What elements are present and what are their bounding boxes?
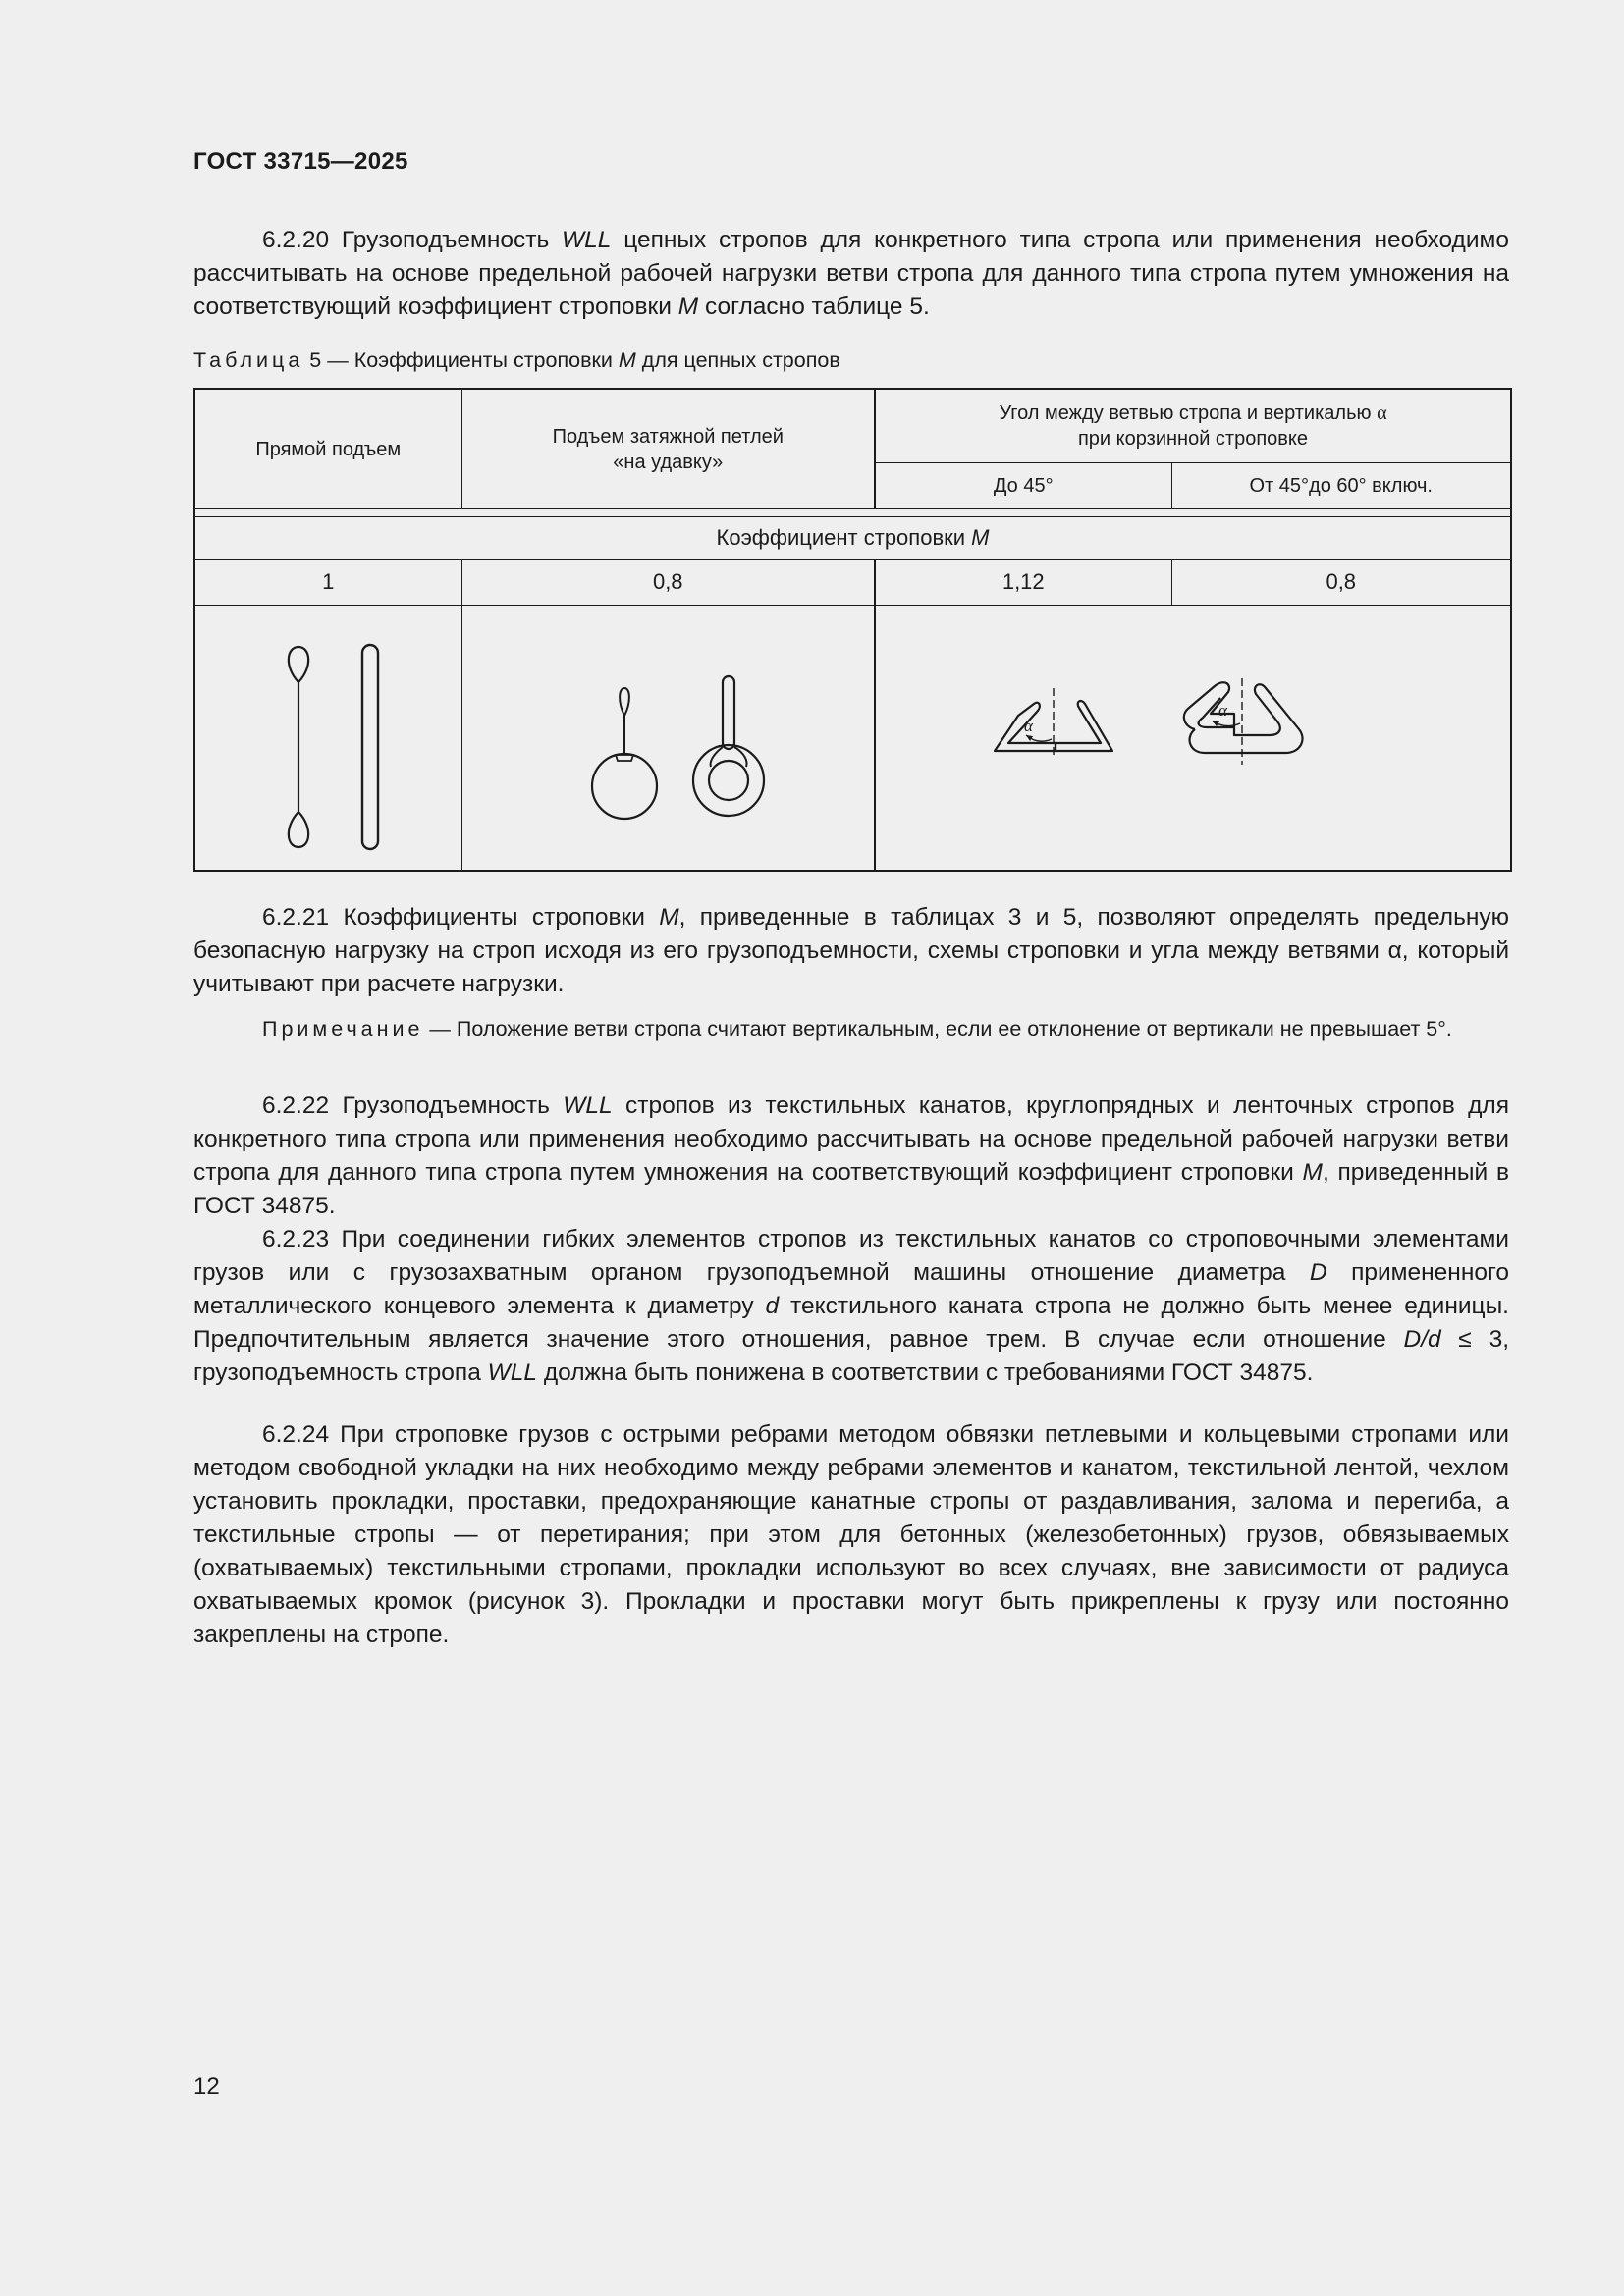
text-run-italic: M — [618, 348, 636, 372]
text-run-italic: M — [659, 904, 679, 931]
text-run: «на удавку» — [613, 451, 724, 473]
text-run: 5 — Коэффициенты строповки — [303, 348, 619, 372]
document-header: ГОСТ 33715—2025 — [193, 148, 408, 175]
text-run: для цепных стропов — [635, 348, 840, 372]
figure-direct-lift — [194, 605, 461, 871]
coefficient-label — [194, 516, 1511, 559]
table-separator-row — [194, 509, 1511, 516]
text-run: примененного металлического концевого элемента к диаметру — [193, 1259, 1509, 1319]
text-run-italic: M — [1302, 1159, 1323, 1186]
text-run: текстильного каната стропа не должно быть менее единицы. Предпочтительным является значение этого отношения, равное трем. В случае если отношение — [193, 1293, 1509, 1353]
text-run-italic: d — [765, 1293, 780, 1319]
text-run: при корзинной строповке — [1077, 428, 1309, 451]
paragraph-6-2-20 — [193, 224, 1509, 324]
paragraph-6-2-21 — [193, 901, 1509, 1001]
header-up-to-45: До 45° — [875, 463, 1171, 509]
text-run: цепных стропов для конкретного типа стропа или применения необходимо рассчитывать на основе предельной рабочей нагрузки ветви стропа для данного типа стропа путем умножения на соответствующий коэффициент строповки — [193, 227, 1509, 320]
text-run-italic: M — [971, 524, 990, 550]
note — [193, 1014, 1509, 1043]
text-run: 6.2.20 Грузоподъемность — [262, 227, 563, 253]
choke-lift-sling-icon — [540, 619, 795, 855]
note-label: Примечание — [262, 1017, 424, 1041]
value-basket-45: 1,12 — [875, 559, 1171, 605]
table-caption — [193, 346, 840, 375]
coefficients-table — [193, 388, 1512, 872]
header-basket-angle — [875, 389, 1511, 463]
table-header-row — [194, 389, 1511, 463]
alpha-label-right: α — [1218, 701, 1227, 721]
header-choke-lift — [461, 389, 875, 509]
header-45-to-60: От 45°до 60° включ. — [1171, 463, 1511, 509]
text-run: ≤ 3, грузоподъемность стропа — [193, 1326, 1509, 1386]
alpha-symbol: α — [1377, 402, 1387, 425]
text-run-italic: D — [1309, 1259, 1327, 1286]
basket-lift-sling-icon — [879, 619, 1507, 855]
text-run-italic: M — [677, 294, 699, 320]
paragraph-6-2-22 — [193, 1090, 1509, 1223]
text-run-italic: WLL — [563, 1093, 613, 1119]
text-run: стропов из текстильных канатов, круглопрядных и ленточных стропов для конкретного типа стропа или применения необходимо рассчитывать на основе предельной рабочей нагрузки ветви стропа для данного типа стропа путем умножения на соответствующий коэффициент строповки — [193, 1093, 1509, 1186]
alpha-label-left: α — [1024, 717, 1033, 736]
text-run: — Положение ветви стропа считают вертикальным, если ее отклонение от вертикали не превышает 5°. — [423, 1017, 1452, 1041]
text-run: согласно таблице 5. — [698, 294, 930, 320]
text-run: Коэффициент строповки — [716, 524, 972, 550]
text-run: Подъем затяжной петлей — [552, 425, 784, 448]
direct-lift-sling-icon — [240, 619, 416, 855]
text-run: 6.2.23 При соединении гибких элементов стропов из текстильных канатов со строповочными элементами грузов или с грузозахватным органом грузоподъемной машины отношение диаметра — [193, 1226, 1509, 1286]
text-run-italic: WLL — [487, 1360, 538, 1386]
text-run: , приведенный в ГОСТ 34875. — [193, 1159, 1509, 1219]
page-number: 12 — [193, 2073, 220, 2100]
value-basket-60: 0,8 — [1171, 559, 1511, 605]
text-run-italic: D/d — [1403, 1326, 1441, 1353]
figure-basket-lift — [875, 605, 1511, 871]
separator-cell — [194, 509, 1511, 516]
text-run: 6.2.21 Коэффициенты строповки — [262, 904, 660, 931]
caption-label: Таблица — [193, 348, 304, 372]
text-run-italic: WLL — [562, 227, 612, 253]
paragraph-6-2-24: 6.2.24 При строповке грузов с острыми ребрами методом обвязки петлевыми и кольцевыми стропами или методом свободной укладки на них необходимо между ребрами элементов и канатом, текстильной лентой, чехлом установить прокладки, проставки, предохраняющие канатные стропы от раздавливания, залома и перегиба, а текстильные стропы — от перетирания; при этом для бетонных (железобетонных) грузов, обвязываемых (охватываемых) текстильными стропами, прокладки используют во всех случаях, вне зависимости от радиуса охватываемых кромок (рисунок 3). Прокладки и проставки могут быть прикреплены к грузу или постоянно закреплены на стропе. — [193, 1421, 1509, 1648]
text-run: должна быть понижена в соответствии с требованиями ГОСТ 34875. — [537, 1360, 1314, 1386]
header-direct-lift: Прямой подъем — [194, 389, 461, 509]
text-run: Угол между ветвью стропа и вертикалью — [999, 402, 1372, 425]
table-coefficient-row — [194, 516, 1511, 559]
table-values-row — [194, 559, 1511, 605]
table-figures-row — [194, 605, 1511, 871]
text-run: , приведенные в таблицах 3 и 5, позволяют определять предельную безопасную нагрузку на строп исходя из его грузоподъемности, схемы строповки и угла между ветвями α, который учитывают при расчете нагрузки. — [193, 904, 1509, 997]
value-direct: 1 — [194, 559, 461, 605]
figure-choke-lift — [461, 605, 875, 871]
text-run: 6.2.22 Грузоподъемность — [262, 1093, 564, 1119]
paragraph-6-2-23 — [193, 1223, 1509, 1390]
value-choke: 0,8 — [461, 559, 875, 605]
